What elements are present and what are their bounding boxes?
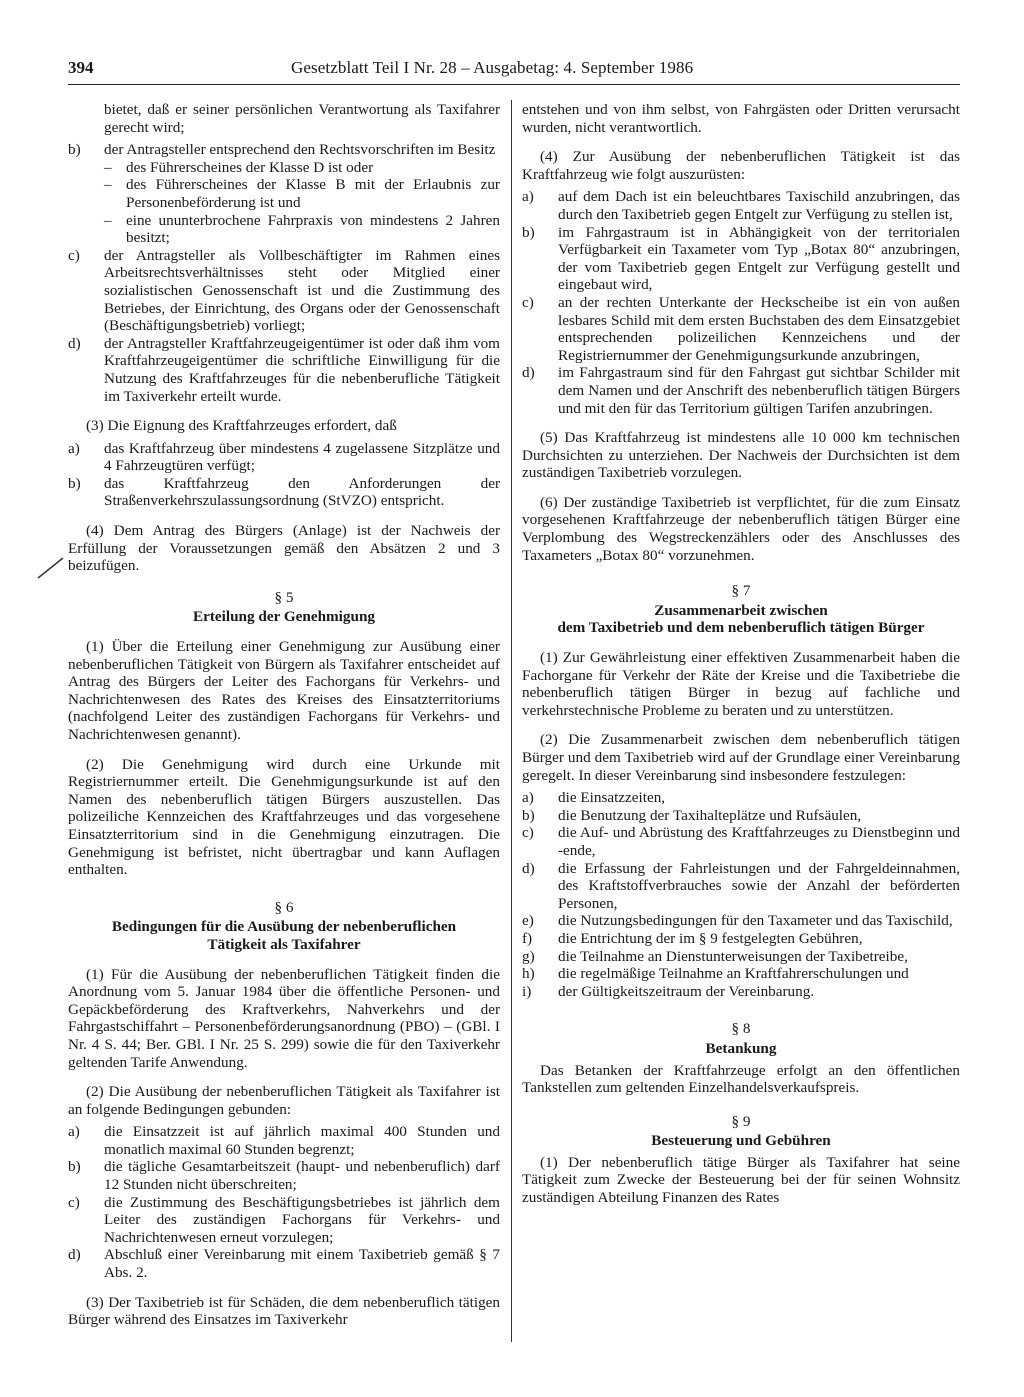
- list-text: die Entrichtung der im § 9 festgelegten Gebühren,: [558, 929, 863, 947]
- paragraph: (6) Der zuständige Taxibetrieb ist verpflichtet, für die zum Einsatz vorgesehenen Kraftfahrzeuge der nebenberuflich tätigen Bürger eine Verplombung des Wegstreckenzählers oder des Anschlusses des Taxameters „Botax 80“ vorzunehmen.: [522, 493, 960, 564]
- paragraph: (5) Das Kraftfahrzeug ist mindestens alle 10 000 km technischen Durchsichten zu unterziehen. Der Nachweis der Durchsichten ist dem zuständigen Taxibetrieb vorzulegen.: [522, 429, 960, 482]
- dash-text: eine ununterbrochene Fahrpraxis von mindestens 2 Jahren besitzt;: [126, 211, 500, 247]
- list-marker: b): [68, 474, 81, 492]
- paragraph: (3) Die Eignung des Kraftfahrzeuges erfordert, daß: [86, 417, 397, 435]
- list-text: der Antragsteller Kraftfahrzeugeigentümer ist oder daß ihm vom Kraftfahrzeugeigentümer die schriftliche Einwilligung für die Nutzung des Kraftfahrzeuges für die nebenberufliche Tätigkeit im Taxiverkehr erteilt wurde.: [104, 334, 500, 405]
- dash-text: des Führerscheines der Klasse D ist oder: [126, 158, 374, 176]
- section-title: Zusammenarbeit zwischen: [654, 601, 828, 619]
- list-marker: e): [522, 912, 534, 930]
- list-marker: c): [522, 824, 534, 842]
- list-text: an der rechten Unterkante der Heckscheibe ist ein von außen lesbares Schild mit dem ersten Buchstaben des dem Einsatzgebiet entsprechenden polizeilichen Kennzeichens und der Registriernummer der Genehmigungsurkunde anzubringen,: [558, 293, 960, 364]
- paragraph: entstehen und von ihm selbst, von Fahrgästen oder Dritten verursacht wurden, nicht verantwortlich.: [522, 101, 960, 136]
- list-item: [522, 965, 960, 983]
- list-marker: c): [68, 1193, 80, 1211]
- list-item: [522, 224, 960, 294]
- list-text: der Gültigkeitszeitraum der Vereinbarung.: [558, 982, 815, 1000]
- list-marker: c): [68, 246, 80, 264]
- list-marker: b): [522, 806, 535, 824]
- paragraph: Das Betanken der Kraftfahrzeuge erfolgt an den öffentlichen Tankstellen zum geltenden Einzelhandelsverkaufspreis.: [522, 1061, 960, 1097]
- paragraph: (1) Zur Gewährleistung einer effektiven Zusammenarbeit haben die Fachorgane für Verkehr der Räte der Kreise und die Taxibetriebe die nebenberuflich tätigen Bürger in bezug auf fachliche und verkehrstechnische Probleme zu beraten und zu unterstützen.: [522, 649, 960, 719]
- list-text: die Einsatzzeit ist auf jährlich maximal 400 Stunden und monatlich maximal 60 Stunden begrenzt;: [104, 1123, 500, 1158]
- list-text: die Zustimmung des Beschäftigungsbetriebes ist jährlich dem Leiter des zuständigen Fachorgans für Verkehrs- und Nachrichtenwesen erneut vorzulegen;: [104, 1193, 500, 1246]
- paragraph: (1) Über die Erteilung einer Genehmigung zur Ausübung einer nebenberuflichen Tätigkeit von Bürgern als Taxifahrer entscheidet auf Antrag des Bürgers der Leiter des Fachorgans für Verkehrs- und Nachrichtenwesen des Rates des Kreises des Einsatzterritoriums (nachfolgend Leiter des zuständigen Fachorgans für Verkehrs- und Nachrichtenwesen genannt).: [68, 638, 500, 743]
- dash-marker: –: [104, 176, 112, 194]
- page-number: 394: [68, 58, 94, 77]
- dash-marker: –: [104, 211, 112, 229]
- list-item: [68, 440, 500, 475]
- list-marker: a): [68, 1123, 80, 1141]
- dash-marker: –: [104, 158, 112, 176]
- list-item: [522, 930, 960, 948]
- list-marker: b): [68, 141, 81, 159]
- section-title: Besteuerung und Gebühren: [651, 1132, 831, 1150]
- section-number: § 9: [731, 1112, 751, 1130]
- list-item: [68, 1158, 500, 1193]
- list-text: das Kraftfahrzeug über mindestens 4 zugelassene Sitzplätze und 4 Fahrzeugtüren verfügt;: [104, 439, 500, 475]
- list-text: die Erfassung der Fahrleistungen und der Fahrgeldeinnahmen, des Kraftstoffverbrauches sowie der Anzahl der beförderten Personen,: [558, 859, 960, 912]
- paragraph: (2) Die Genehmigung wird durch eine Urkunde mit Registriernummer erteilt. Die Genehmigungsurkunde ist auf den Namen des nebenberuflich tätigen Bürgers auszustellen. Das polizeiliche Kennzeichen des Kraftfahrzeuges und das vorgesehene Einsatzterritorium sind in die Genehmigung einzutragen. Die Genehmigung ist befristet, nicht übertragbar und kann Auflagen enthalten.: [68, 755, 500, 879]
- list-item: [68, 335, 500, 405]
- paragraph: bietet, daß er seiner persönlichen Verantwortung als Taxifahrer gerecht wird;: [104, 101, 500, 136]
- list-marker: a): [68, 439, 80, 457]
- right-column: [522, 101, 960, 1219]
- list-item: [68, 1246, 500, 1281]
- list-marker: d): [68, 334, 81, 352]
- list-text: die Nutzungsbedingungen für den Taxameter und das Taxischild,: [558, 912, 953, 930]
- list-item: [522, 188, 960, 223]
- list-item: [522, 912, 960, 930]
- list-marker: b): [68, 1158, 81, 1176]
- list-marker: i): [522, 982, 532, 1000]
- list-item: [68, 141, 500, 159]
- list-marker: d): [522, 364, 535, 382]
- list-text: Abschluß einer Vereinbarung mit einem Taxibetrieb gemäß § 7 Abs. 2.: [104, 1246, 500, 1282]
- list-marker: a): [522, 188, 534, 206]
- list-item: [522, 948, 960, 966]
- running-head: Gesetzblatt Teil I Nr. 28 – Ausgabetag: 4. September 1986: [291, 58, 694, 77]
- section-title: dem Taxibetrieb und dem nebenberuflich tätigen Bürger: [557, 619, 925, 637]
- margin-pen-mark: [36, 556, 66, 580]
- list-marker: f): [522, 929, 533, 947]
- list-text: die tägliche Gesamtarbeitszeit (haupt- und nebenberuflich) darf 12 Stunden nicht überschreiten;: [104, 1158, 500, 1194]
- list-item: [522, 983, 960, 1001]
- list-marker: h): [522, 965, 535, 983]
- paragraph: (2) Die Ausübung der nebenberuflichen Tätigkeit als Taxifahrer ist an folgende Bedingungen gebunden:: [68, 1083, 500, 1118]
- left-column: [68, 101, 500, 1341]
- paragraph: (2) Die Zusammenarbeit zwischen dem nebenberuflich tätigen Bürger und dem Taxibetrieb wird auf der Grundlage einer Vereinbarung geregelt. In dieser Vereinbarung sind insbesondere festzulegen:: [522, 731, 960, 784]
- list-text: die Teilnahme an Dienstunterweisungen der Taxibetreibe,: [558, 947, 908, 965]
- paragraph: (4) Zur Ausübung der nebenberuflichen Tätigkeit ist das Kraftfahrzeug wie folgt auszurüsten:: [522, 148, 960, 183]
- paragraph: (4) Dem Antrag des Bürgers (Anlage) ist der Nachweis der Erfüllung der Voraussetzungen gemäß den Absätzen 2 und 3 beizufügen.: [68, 522, 500, 575]
- paragraph: (1) Für die Ausübung der nebenberuflichen Tätigkeit finden die Anordnung vom 5. Januar 1984 über die öffentliche Personen- und Gepäckbeförderung des Kraftverkehrs, Nahverkehrs und der Fahrgastschiffahrt – Personenbeförderungsanordnung (PBO) – (GBl. I Nr. 4 S. 44; Ber. GBl. I Nr. 25 S. 299) sowie die für den Taxiverkehr geltenden Tarife Anwendung.: [68, 965, 500, 1071]
- list-item: [522, 824, 960, 859]
- page-header: [68, 58, 960, 85]
- section-title: Bedingungen für die Ausübung der nebenberuflichen: [111, 918, 457, 936]
- dash-item: [68, 212, 500, 247]
- list-text: der Antragsteller als Vollbeschäftigter im Rahmen eines Arbeitsrechtsverhältnisses steht oder Mitglied einer sozialistischen Genossenschaft ist und die Zustimmung des Betriebes, der Einrichtung, des Organs oder der Genossenschaft (Beschäftigungsbetrieb) vorliegt;: [104, 246, 500, 335]
- list-text: auf dem Dach ist ein beleuchtbares Taxischild anzubringen, das durch den Taxibetrieb gegen Entgelt zur Verfügung zu stellen ist,: [558, 188, 960, 223]
- list-item: [68, 475, 500, 510]
- list-text: die Einsatzzeiten,: [558, 789, 666, 807]
- list-text: der Antragsteller entsprechend den Rechtsvorschriften im Besitz: [104, 141, 496, 159]
- dash-item: [68, 159, 500, 177]
- list-marker: c): [522, 293, 534, 311]
- list-item: [68, 1123, 500, 1158]
- list-text: die regelmäßige Teilnahme an Kraftfahrerschulungen und: [558, 965, 909, 983]
- list-marker: b): [522, 223, 535, 241]
- section-number: § 6: [274, 898, 294, 916]
- list-text: das Kraftfahrzeug den Anforderungen der Straßenverkehrszulassungsordnung (StVZO) entspricht.: [104, 474, 500, 510]
- paragraph: (1) Der nebenberuflich tätige Bürger als Taxifahrer hat seine Tätigkeit zum Zwecke der Besteuerung bei der für seinen Wohnsitz zuständigen Abteilung Finanzen des Rates: [522, 1153, 960, 1207]
- section-title: Tätigkeit als Taxifahrer: [207, 935, 361, 953]
- list-item: [522, 860, 960, 913]
- list-text: im Fahrgastraum sind für den Fahrgast gut sichtbar Schilder mit dem Namen und der Anschrift des nebenberuflich tätigen Bürgers und mit den für das Territorium gültigen Tarifen anzubringen.: [558, 364, 960, 417]
- section-number: § 8: [731, 1020, 751, 1038]
- list-item: [522, 807, 960, 825]
- list-text: im Fahrgastraum ist in Abhängigkeit von der territorialen Verfügbarkeit ein Taxameter vom Typ „Botax 80“ anzubringen, der vom Taxibetrieb gegen Entgelt zur Verfügung gestellt und eingebaut wird,: [558, 223, 960, 294]
- paragraph: (3) Der Taxibetrieb ist für Schäden, die dem nebenberuflich tätigen Bürger während des Einsatzes im Taxiverkehr: [68, 1293, 500, 1329]
- list-marker: a): [522, 789, 534, 807]
- section-number: § 5: [274, 588, 294, 606]
- list-marker: d): [68, 1246, 81, 1264]
- section-number: § 7: [731, 582, 751, 600]
- list-item: [522, 364, 960, 417]
- list-item: [68, 247, 500, 335]
- list-marker: g): [522, 947, 535, 965]
- list-text: die Benutzung der Taxihalteplätze und Rufsäulen,: [558, 806, 862, 824]
- list-item: [522, 789, 960, 807]
- column-divider: [511, 100, 512, 1342]
- list-marker: d): [522, 859, 535, 877]
- list-item: [522, 294, 960, 364]
- section-title: Betankung: [705, 1039, 777, 1057]
- list-text: die Auf- und Abrüstung des Kraftfahrzeuges zu Dienstbeginn und -ende,: [558, 824, 960, 859]
- section-title: Erteilung der Genehmigung: [193, 608, 375, 626]
- dash-text: des Führerscheines der Klasse B mit der Erlaubnis zur Personenbeförderung ist und: [126, 176, 500, 211]
- list-item: [68, 1194, 500, 1247]
- dash-item: [68, 176, 500, 211]
